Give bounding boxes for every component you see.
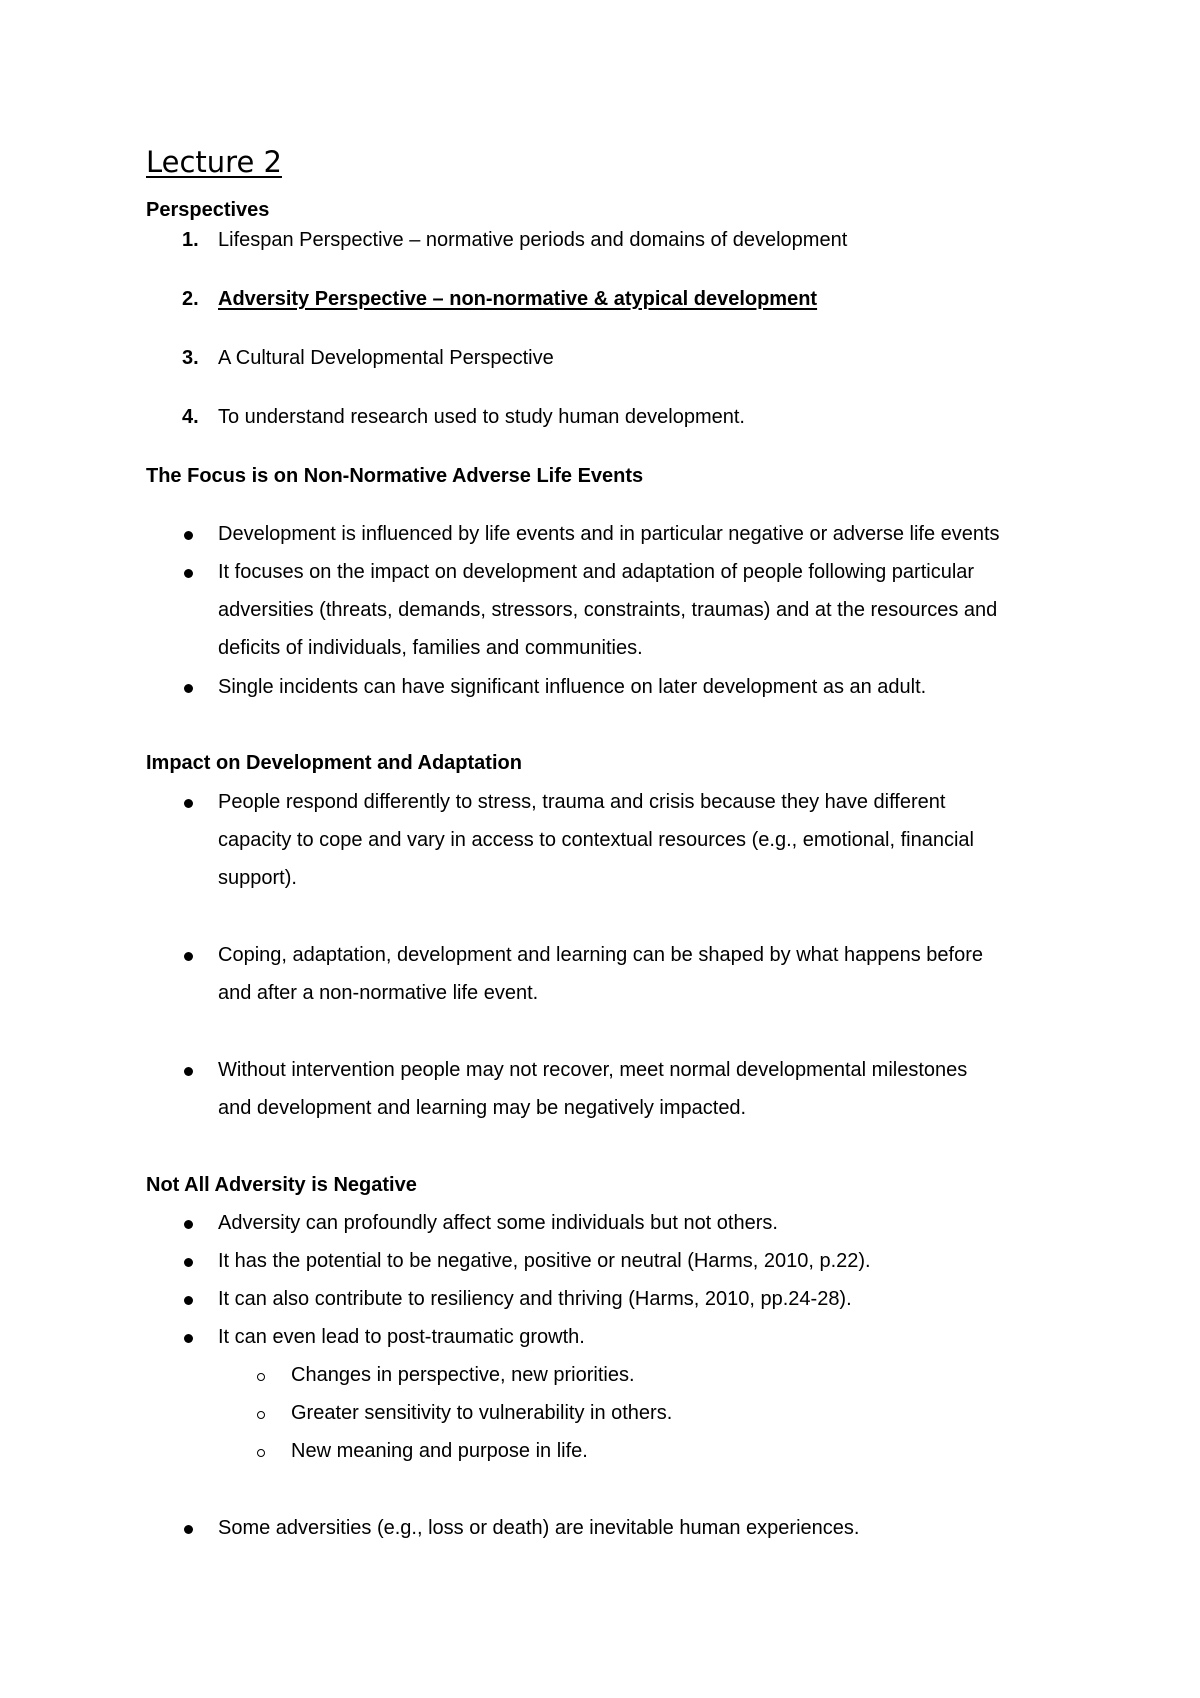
- bullet-icon: [184, 1334, 193, 1343]
- list-item-line: support).: [218, 867, 297, 889]
- impact-heading: Impact on Development and Adaptation: [146, 752, 522, 774]
- sub-list-item: Changes in perspective, new priorities.: [291, 1364, 635, 1386]
- perspective-item-2: Adversity Perspective – non-normative & atypical development: [218, 288, 818, 310]
- bullet-icon: [184, 1220, 193, 1229]
- focus-heading: The Focus is on Non-Normative Adverse Life Events: [146, 465, 644, 487]
- sub-list-item: Greater sensitivity to vulnerability in others.: [291, 1402, 673, 1424]
- list-item-line: adversities (threats, demands, stressors, constraints, traumas) and at the resources and: [218, 599, 998, 621]
- hollow-bullet-icon: [257, 1449, 265, 1457]
- bullet-icon: [184, 952, 193, 961]
- sub-list-item: New meaning and purpose in life.: [291, 1440, 588, 1462]
- perspectives-heading: Perspectives: [146, 199, 270, 221]
- list-item-line: and after a non-normative life event.: [218, 982, 539, 1004]
- list-number: 1.: [182, 229, 199, 251]
- not-all-heading: Not All Adversity is Negative: [146, 1174, 417, 1196]
- list-item: Some adversities (e.g., loss or death) are inevitable human experiences.: [218, 1517, 860, 1539]
- list-item: It can even lead to post-traumatic growth.: [218, 1326, 585, 1348]
- perspective-item-3: A Cultural Developmental Perspective: [218, 347, 554, 369]
- list-item-line: People respond differently to stress, trauma and crisis because they have different: [218, 791, 946, 813]
- list-item-line: Coping, adaptation, development and learning can be shaped by what happens before: [218, 944, 984, 966]
- list-item-line: Single incidents can have significant influence on later development as an adult.: [218, 676, 927, 698]
- perspective-item-1: Lifespan Perspective – normative periods and domains of development: [218, 229, 848, 251]
- list-item-line: It focuses on the impact on development and adaptation of people following particular: [218, 561, 975, 583]
- page-title: Lecture 2: [146, 145, 282, 179]
- list-item-line: capacity to cope and vary in access to contextual resources (e.g., emotional, financial: [218, 829, 974, 851]
- list-item: It has the potential to be negative, positive or neutral (Harms, 2010, p.22).: [218, 1250, 871, 1272]
- list-item-line: Without intervention people may not recover, meet normal developmental milestones: [218, 1059, 968, 1081]
- bullet-icon: [184, 1525, 193, 1534]
- list-number: 4.: [182, 406, 199, 428]
- list-item: Adversity can profoundly affect some individuals but not others.: [218, 1212, 778, 1234]
- list-item-line: and development and learning may be negatively impacted.: [218, 1097, 747, 1119]
- bullet-icon: [184, 1258, 193, 1267]
- hollow-bullet-icon: [257, 1411, 265, 1419]
- list-item: It can also contribute to resiliency and thriving (Harms, 2010, pp.24-28).: [218, 1288, 852, 1310]
- bullet-icon: [184, 1296, 193, 1305]
- bullet-icon: [184, 531, 193, 540]
- list-number: 3.: [182, 347, 199, 369]
- bullet-icon: [184, 799, 193, 808]
- list-number: 2.: [182, 288, 199, 310]
- bullet-icon: [184, 1067, 193, 1076]
- bullet-icon: [184, 569, 193, 578]
- bullet-icon: [184, 684, 193, 693]
- list-item-line: deficits of individuals, families and communities.: [218, 637, 643, 659]
- hollow-bullet-icon: [257, 1373, 265, 1381]
- perspective-item-4: To understand research used to study human development.: [218, 406, 745, 428]
- list-item-line: Development is influenced by life events and in particular negative or adverse life events: [218, 523, 1000, 545]
